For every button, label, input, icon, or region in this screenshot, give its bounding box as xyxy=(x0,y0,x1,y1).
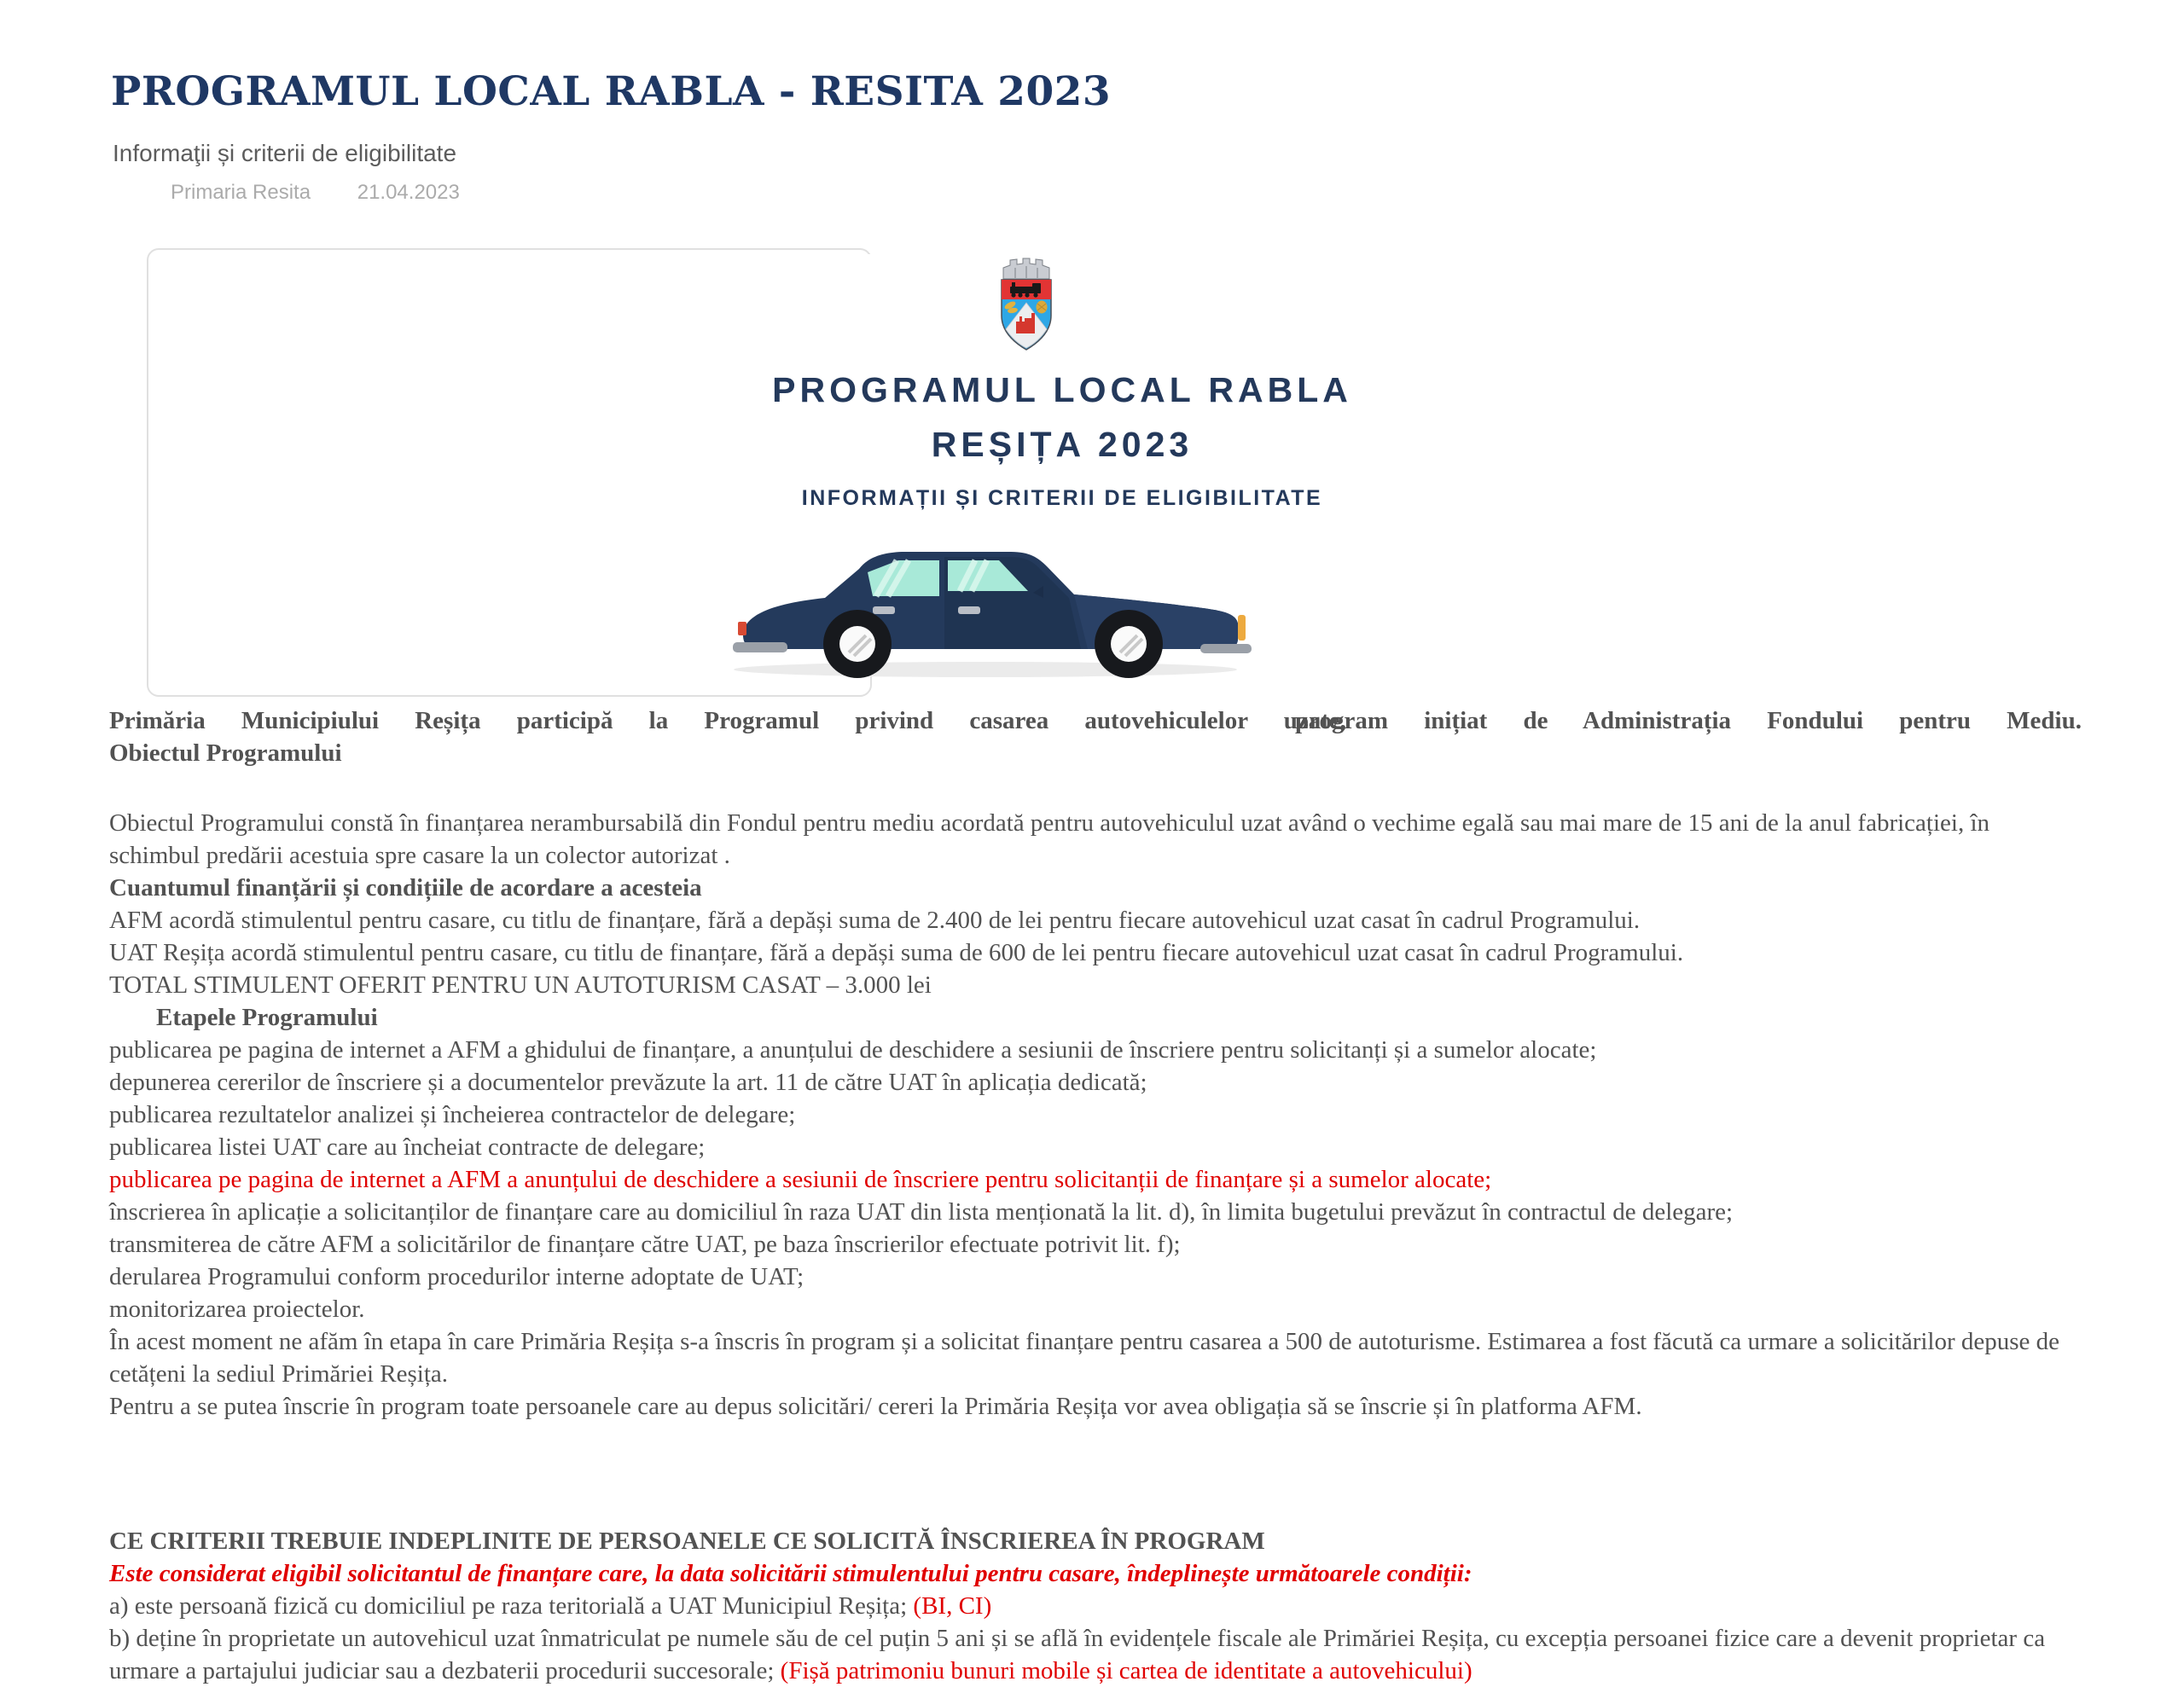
intro-text-part1: Primăria Municipiului Reșița participă la Programul privind casarea autovehiculelor uzate, xyxy=(109,707,1347,734)
car-illustration-icon xyxy=(704,526,1284,684)
intro-paragraph xyxy=(109,704,2082,737)
meta-author: Primaria Resita xyxy=(171,181,311,204)
heading-etapele-programului: Etapele Programului xyxy=(156,1004,378,1031)
etapa-item-0: publicarea pe pagina de internet a AFM a ghidului de finanțare, a anunțului de deschidere a sesiunii de înscriere pentru solicitanți și a sumelor alocate; xyxy=(109,1036,1597,1064)
criteria-item-b xyxy=(109,1622,2082,1687)
intro-text-part2: program inițiat de Administrația Fondului pentru Mediu. xyxy=(1295,707,2082,734)
poster-title-line2: REȘIȚA 2023 xyxy=(931,425,1194,464)
platform-paragraph: Pentru a se putea înscrie în program toate persoanele care au depus solicitări/ cereri la Primăria Reșița vor avea obligația să se înscrie și în platforma AFM. xyxy=(109,1393,1642,1420)
heading-criterii: CE CRITERII TREBUIE INDEPLINITE DE PERSOANELE CE SOLICITĂ ÎNSCRIEREA ÎN PROGRAM xyxy=(109,1528,1265,1555)
etapa-item-3: publicarea listei UAT care au încheiat contracte de delegare; xyxy=(109,1133,706,1161)
etapa-item-2: publicarea rezultatelor analizei și încheierea contractelor de delegare; xyxy=(109,1101,796,1128)
article-body xyxy=(109,704,2082,1687)
page-subtitle: Informaţii și criterii de eligibilitate xyxy=(113,140,457,166)
criteria-item-a-note: (BI, CI) xyxy=(913,1592,992,1620)
heading-obiectul-programului: Obiectul Programului xyxy=(109,739,342,767)
etapa-item-1: depunerea cererilor de înscriere și a documentelor prevăzute la art. 11 de către UAT în aplicația dedicată; xyxy=(109,1069,1147,1096)
etapa-item-6: transmiterea de către AFM a solicitărilor de finanțare către UAT, pe baza înscrierilor efectuate potrivit lit. f); xyxy=(109,1231,1181,1258)
criteria-item-a-text: a) este persoană fizică cu domiciliul pe raza teritorială a UAT Municipiul Reșița; xyxy=(109,1592,908,1620)
obiect-text: Obiectul Programului constă în finanțarea nerambursabilă din Fondul pentru mediu acordată pentru autovehiculul uzat având o vechime egală sau mai mare de 15 ani de la anul fabricației, în schimbul predării acestuia spre casare la un colector autorizat . xyxy=(109,809,1990,869)
etapa-item-4-highlighted: publicarea pe pagina de internet a AFM a anunțului de deschidere a sesiunii de înscriere pentru solicitanții de finanțare și a sumelor alocate; xyxy=(109,1166,1492,1193)
criteria-item-b-note: (Fișă patrimoniu bunuri mobile și cartea de identitate a autovehicului) xyxy=(780,1657,1472,1684)
criteria-intro-red: Este considerat eligibil solicitantul de finanțare care, la data solicitării stimulentului pentru casare, îndeplinește următoarele condiții: xyxy=(109,1560,1472,1587)
etapa-item-8: monitorizarea proiectelor. xyxy=(109,1296,365,1323)
total-stimulent-line: TOTAL STIMULENT OFERIT PENTRU UN AUTOTURISM CASAT – 3.000 lei xyxy=(109,971,932,999)
program-poster-image xyxy=(772,254,1352,665)
meta-date: 21.04.2023 xyxy=(357,181,460,204)
criteria-item-a xyxy=(109,1590,2082,1622)
resita-coat-of-arms-icon xyxy=(736,254,1316,357)
criteria-item-b-text: b) deține în proprietate un autovehicul uzat înmatriculat pe numele său de cel puțin 5 ani și se află în evidențele fiscale ale Primăriei Reșița, cu excepția persoanei fizice care a devenit proprietar ca urmare a partajului judiciar sau a dezbaterii procedurii succesorale; xyxy=(109,1625,2046,1684)
etapa-item-5: înscrierea în aplicație a solicitanților de finanțare care au domiciliul în raza UAT din lista menționată la lit. d), în limita bugetului prevăzut în contractul de delegare; xyxy=(109,1198,1734,1226)
uat-stimulent-line: UAT Reșița acordă stimulentul pentru casare, cu titlu de finanțare, fără a depăși suma de 600 de lei pentru fiecare autovehicul uzat casat în cadrul Programului. xyxy=(109,939,1684,966)
heading-cuantumul-finantarii: Cuantumul finanțării și condițiile de acordare a acesteia xyxy=(109,874,702,901)
afm-stimulent-line: AFM acordă stimulentul pentru casare, cu titlu de finanțare, fără a depăși suma de 2.400 de lei pentru fiecare autovehicul uzat casat în cadrul Programului. xyxy=(109,907,1641,934)
etapa-item-7: derularea Programului conform procedurilor interne adoptate de UAT; xyxy=(109,1263,804,1290)
meta-row xyxy=(171,181,1111,205)
article-header xyxy=(111,68,1111,205)
status-paragraph: În acest moment ne afăm în etapa în care Primăria Reșița s-a înscris în program și a solicitat finanțare pentru casarea a 500 de autoturisme. Estimarea a fost făcută ca urmare a solicitărilor depuse de cetățeni la sediul Primăriei Reșița. xyxy=(109,1328,2060,1388)
poster-title-line1: PROGRAMUL LOCAL RABLA xyxy=(772,370,1352,409)
poster-subtitle: INFORMAȚII ȘI CRITERII DE ELIGIBILITATE xyxy=(801,486,1323,510)
page-title: PROGRAMUL LOCAL RABLA - RESITA 2023 xyxy=(111,68,1112,115)
